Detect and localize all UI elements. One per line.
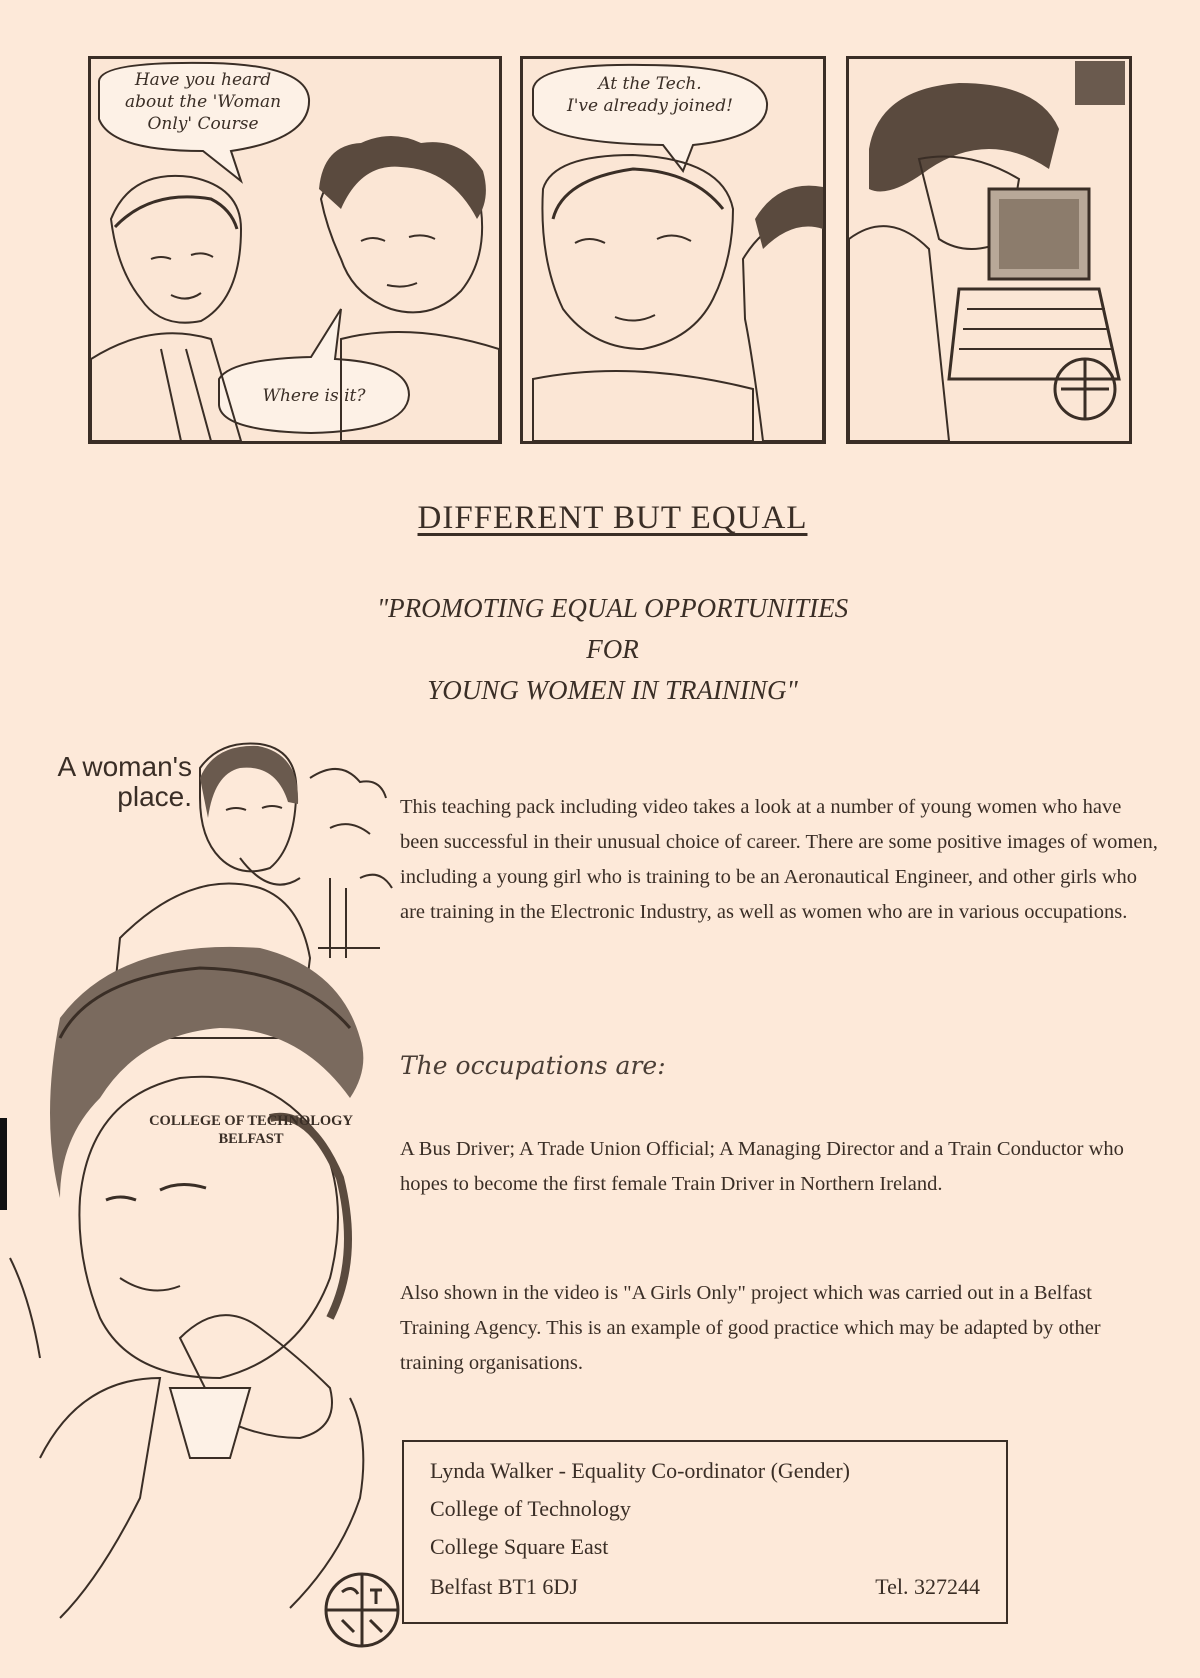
comic-panel-3-drawing xyxy=(849,59,1129,441)
occupations-heading: The occupations are: xyxy=(400,1051,666,1080)
subtitle-line-2: FOR xyxy=(586,634,639,664)
womans-place-line-2: place. xyxy=(117,781,192,812)
poster-illustration xyxy=(0,738,400,1678)
womans-place-line-1: A woman's xyxy=(57,751,192,782)
contact-city: Belfast BT1 6DJ xyxy=(430,1574,578,1599)
college-label-line-2: BELFAST xyxy=(218,1131,284,1147)
womans-place-heading xyxy=(44,752,192,812)
intro-paragraph: This teaching pack including video takes a look at a number of young women who have been successful in their unusual choice of career. There are some positive images of women, including a young girl who is training to be an Aeronautical Engineer, and other girls who are training in the Electronic Industry, as well as women who are in various occupations. xyxy=(400,796,1158,923)
comic-panel-2 xyxy=(520,56,826,444)
comic-panel-3 xyxy=(846,56,1132,444)
girls-only-paragraph: Also shown in the video is "A Girls Only" project which was carried out in a Belfast Training Agency. This is an example of good practice which may be adapted by other training organisations. xyxy=(400,1282,1101,1374)
scan-edge-mark xyxy=(0,1118,7,1210)
subtitle xyxy=(0,588,1200,711)
contact-telephone: Tel. 327244 xyxy=(875,1574,980,1599)
comic-bubble-tech: At the Tech. I've already joined! xyxy=(567,74,733,116)
comic-bubble-where: Where is it? xyxy=(262,386,366,406)
college-label-line-1: COLLEGE OF TECHNOLOGY xyxy=(149,1113,353,1129)
comic-panel-1 xyxy=(88,56,502,444)
college-logo-icon xyxy=(322,1570,402,1650)
page-title: DIFFERENT BUT EQUAL xyxy=(417,500,808,536)
occupations-list: A Bus Driver; A Trade Union Official; A Managing Director and a Train Conductor who hopes to become the first female Train Driver in Northern Ireland. xyxy=(400,1138,1124,1195)
contact-org: College of Technology xyxy=(430,1496,631,1521)
subtitle-line-1: "PROMOTING EQUAL OPPORTUNITIES xyxy=(376,593,849,623)
subtitle-line-3: YOUNG WOMEN IN TRAINING" xyxy=(427,675,798,705)
contact-name: Lynda Walker - Equality Co-ordinator (Gender) xyxy=(430,1458,850,1483)
comic-bubble-question: Have you heard about the 'Woman Only' Course xyxy=(124,70,282,134)
college-label xyxy=(106,1112,396,1148)
contact-street: College Square East xyxy=(430,1534,609,1559)
contact-box xyxy=(402,1440,1008,1624)
